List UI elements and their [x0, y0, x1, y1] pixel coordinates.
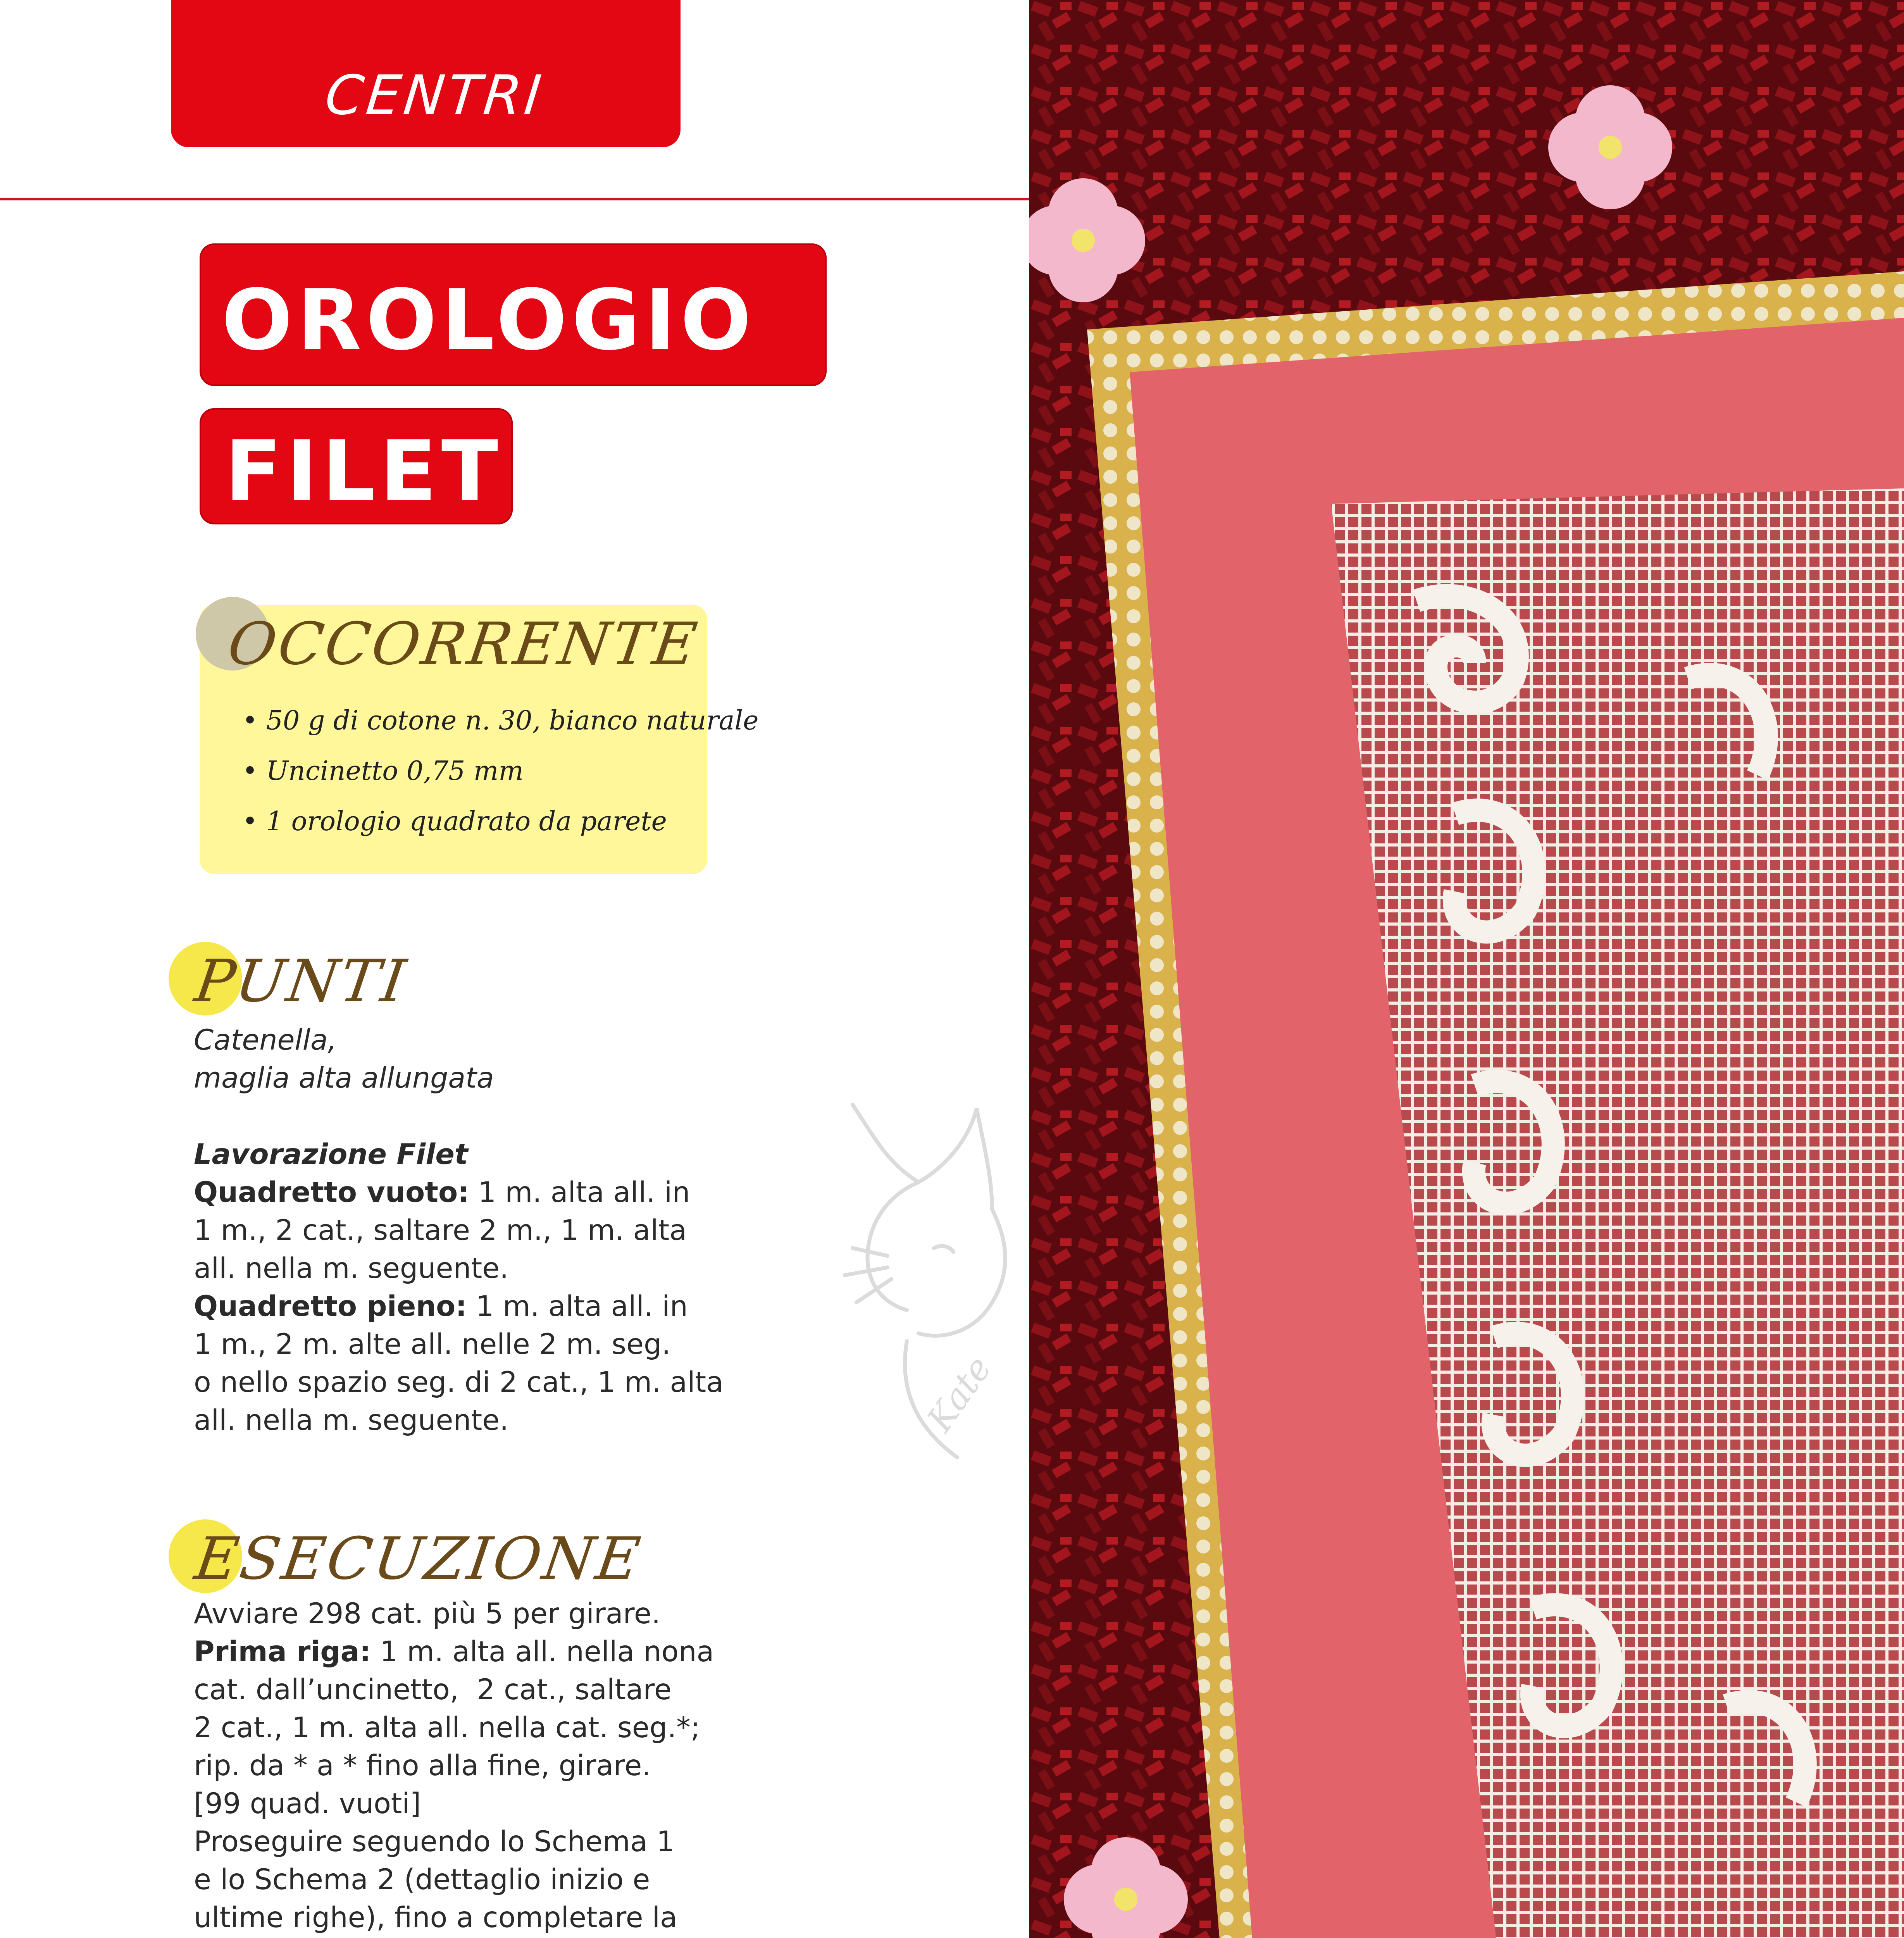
filet-subheading: Lavorazione Filet	[194, 1138, 468, 1171]
materials-heading: OCCORRENTE	[224, 610, 703, 678]
text-line: e lo Schema 2 (dettaglio inizio e	[194, 1863, 650, 1896]
text-line: all. nella m. seguente.	[194, 1252, 509, 1285]
text-line: Proseguire seguendo lo Schema 1	[194, 1825, 675, 1858]
header-rule	[0, 198, 1029, 200]
text-line: 2 cat., 1 m. alta all. nella cat. seg.*;	[194, 1711, 700, 1744]
text-line: [99 quad. vuoti]	[194, 1787, 421, 1820]
watermark-cat-graphic	[829, 1093, 1054, 1473]
photo-illustration	[1029, 0, 1904, 1938]
watermark-cat-icon	[829, 1093, 1054, 1474]
text-line: cat. dall’uncinetto, 2 cat., saltare	[194, 1673, 672, 1706]
list-item: • Uncinetto 0,75 mm	[242, 752, 758, 802]
full-square-label: Quadretto pieno:	[194, 1290, 467, 1323]
text-line: ultime righe), fino a completare la	[194, 1901, 677, 1934]
stitches-list	[194, 1021, 494, 1097]
text-line: Avviare 298 cat. più 5 per girare.	[194, 1597, 661, 1630]
list-item: • 50 g di cotone n. 30, bianco naturale	[242, 702, 758, 752]
text-line: 1 m. alta all. nella nona	[371, 1635, 714, 1668]
title-line-1: OROLOGIO	[222, 271, 756, 369]
title-line-2: FILET	[225, 422, 503, 520]
section-label: CENTRI	[322, 64, 547, 127]
first-row-label: Prima riga:	[194, 1635, 371, 1668]
list-item: • 1 orologio quadrato da parete	[242, 802, 758, 853]
stitches-heading: PUNTI	[191, 948, 412, 1015]
text-line: o nello spazio seg. di 2 cat., 1 m. alta	[194, 1366, 724, 1399]
empty-square-label: Quadretto vuoto:	[194, 1176, 469, 1209]
materials-list	[242, 702, 758, 853]
watermark-text: Kate	[919, 1349, 999, 1439]
text-line: maglia alta allungata	[194, 1062, 494, 1095]
text-line: 1 m., 2 cat., saltare 2 m., 1 m. alta	[194, 1214, 687, 1247]
text-line: 1 m., 2 m. alte all. nelle 2 m. seg.	[194, 1328, 671, 1361]
clock-photo	[1029, 0, 1904, 1938]
text-line: all. nella m. seguente.	[194, 1404, 509, 1437]
text-line: 1 m. alta all. in	[469, 1176, 690, 1209]
text-line: 1 m. alta all. in	[467, 1290, 688, 1323]
filet-instructions	[194, 1136, 724, 1440]
text-line: Catenella,	[194, 1024, 337, 1057]
text-line: rip. da * a * fino alla fine, girare.	[194, 1749, 651, 1782]
execution-text	[194, 1595, 714, 1938]
execution-heading: ESECUZIONE	[191, 1525, 646, 1593]
